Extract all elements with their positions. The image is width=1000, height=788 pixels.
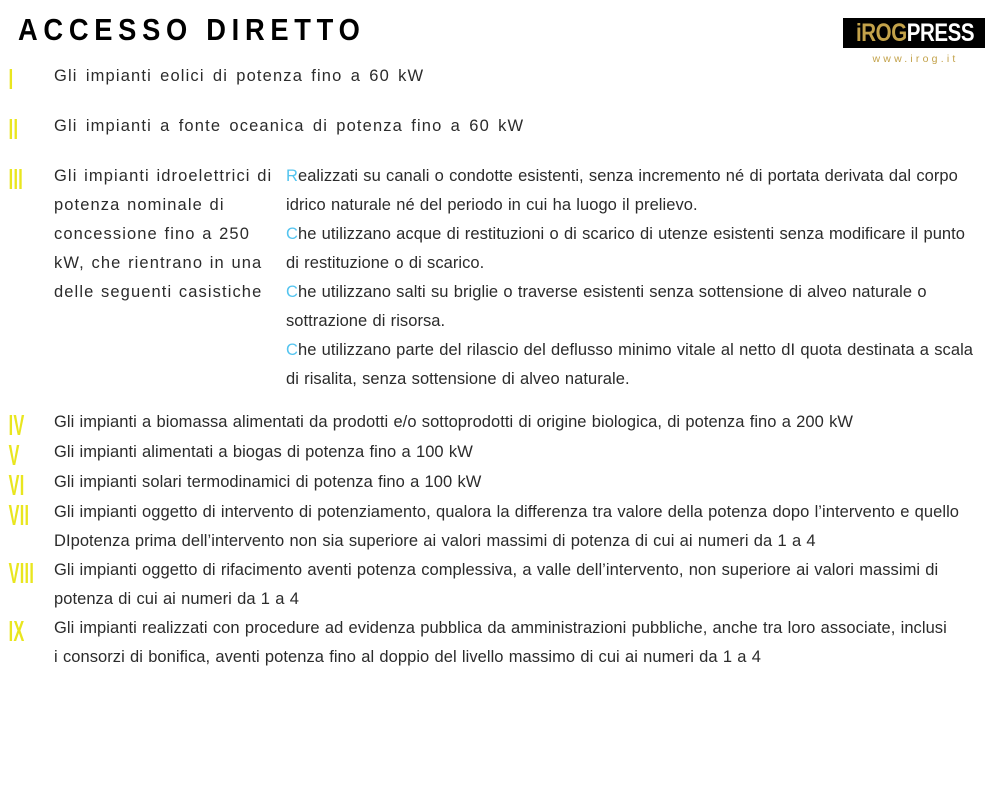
item-numeral: IV xyxy=(8,408,25,442)
list-item xyxy=(0,468,1000,502)
item-text: Gli impianti alimentati a biogas di potenza fino a 100 kW xyxy=(54,443,473,461)
item-numeral: V xyxy=(8,438,20,472)
item-text: Gli impianti a fonte oceanica di potenza fino a 60 kW xyxy=(54,117,525,135)
logo-url[interactable]: www.irog.it xyxy=(872,53,959,65)
list-item xyxy=(0,556,1000,614)
logo-brand-secondary: PRESS xyxy=(906,19,975,47)
list-item xyxy=(0,162,1000,394)
logo-brand-primary: iROG xyxy=(855,19,907,47)
sub-item-text: he utilizzano parte del rilascio del deflusso minimo vitale al netto dI quota destinata a scala di risalita, senza sottensione di alveo naturale. xyxy=(286,341,974,388)
sub-item-initial: C xyxy=(286,283,298,301)
list-item xyxy=(0,112,1000,146)
item-numeral: III xyxy=(8,162,24,196)
sub-item-text: ealizzati su canali o condotte esistenti, senza incremento né di portata derivata dal corpo idrico naturale né del periodo in cui ha luogo il prelievo. xyxy=(286,167,958,214)
item-text-column xyxy=(54,162,286,307)
sub-item xyxy=(286,336,982,394)
sub-item-text: he utilizzano salti su briglie o traverse esistenti senza sottensione di alveo naturale o sottrazione di risorsa. xyxy=(286,283,927,330)
sub-item-initial: C xyxy=(286,225,298,243)
item-text: Gli impianti realizzati con procedure ad evidenza pubblica da amministrazioni pubbliche, anche tra loro associate, inclusi i consorzi di bonifica, aventi potenza fino al doppio del livello massimo di cui ai numeri da 1 a 4 xyxy=(54,619,947,666)
item-numeral: IX xyxy=(8,614,25,648)
item-text: Gli impianti oggetto di intervento di potenziamento, qualora la differenza tra valore della potenza dopo l’intervento e quello DIpotenza prima dell’intervento non sia superiore ai valori massimi di potenza di cui ai numeri da 1 a 4 xyxy=(54,503,960,550)
item-text: Gli impianti idroelettrici di potenza nominale di concessione fino a 250 kW, che rientrano in una delle seguenti casistiche xyxy=(54,167,273,301)
item-numeral: VII xyxy=(8,498,30,532)
page-header xyxy=(0,0,1000,65)
list-item xyxy=(0,408,1000,442)
list-item xyxy=(0,438,1000,472)
item-numeral: VI xyxy=(8,468,25,502)
sub-item-initial: C xyxy=(286,341,298,359)
item-text: Gli impianti a biomassa alimentati da prodotti e/o sottoprodotti di origine biologica, di potenza fino a 200 kW xyxy=(54,413,854,431)
list-item xyxy=(0,498,1000,556)
accesso-diretto-list xyxy=(0,58,1000,672)
item-text: Gli impianti solari termodinamici di potenza fino a 100 kW xyxy=(54,473,482,491)
item-subitems-column xyxy=(286,162,982,394)
sub-item-text: he utilizzano acque di restituzioni o di scarico di utenze esistenti senza modificare il punto di restituzione o di scarico. xyxy=(286,225,966,272)
sub-item xyxy=(286,162,982,220)
sub-item xyxy=(286,278,982,336)
list-item xyxy=(0,614,1000,672)
item-numeral: VIII xyxy=(8,556,35,590)
item-numeral: I xyxy=(8,62,14,96)
item-numeral: II xyxy=(8,112,19,146)
sub-item-initial: R xyxy=(286,167,298,185)
page-title: ACCESSO DIRETTO xyxy=(18,12,366,47)
item-text: Gli impianti eolici di potenza fino a 60 kW xyxy=(54,67,425,85)
sub-item xyxy=(286,220,982,278)
item-text: Gli impianti oggetto di rifacimento aventi potenza complessiva, a valle dell’intervento, non superiore ai valori massimi di potenza di cui ai numeri da 1 a 4 xyxy=(54,561,939,608)
list-item xyxy=(0,62,1000,96)
logo-box xyxy=(843,18,985,48)
